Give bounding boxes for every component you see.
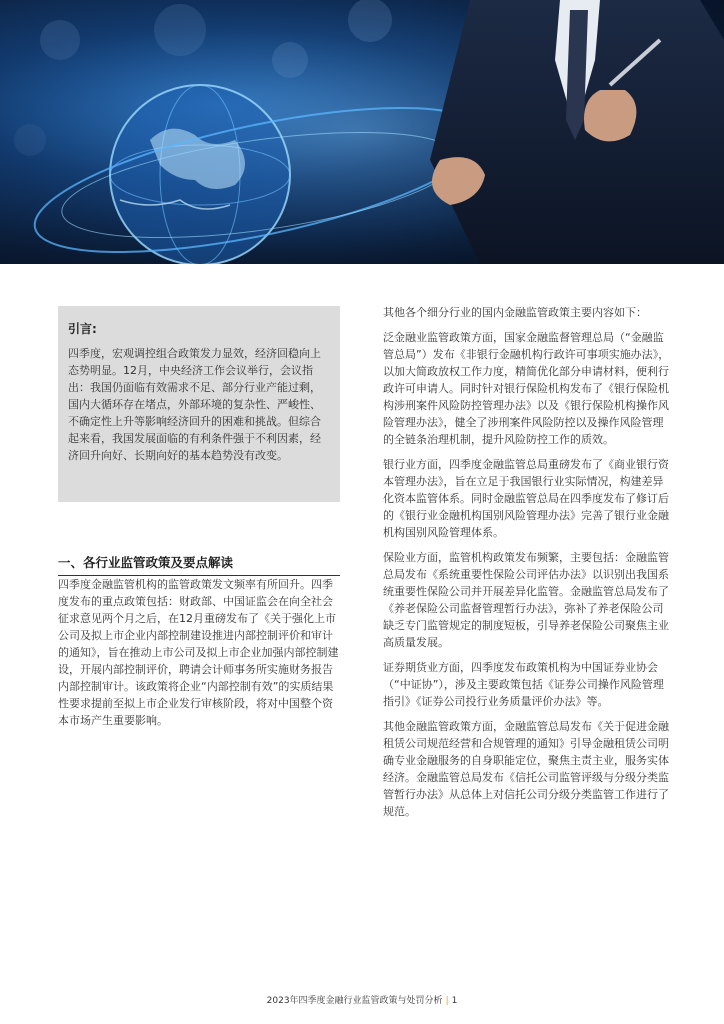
- page-footer: [0, 993, 724, 1006]
- paragraph-other: 其他金融监管政策方面，金融监管总局发布《关于促进金融租赁公司规范经营和合规管理的通知》引导金融租赁公司明确专业金融服务的自身职能定位，聚焦主责主业，服务实体经济。金融监管总局发布《信托公司监管评级与分级分类监管暂行办法》从总体上对信托公司分级分类监管工作进行了规范。: [383, 720, 669, 818]
- paragraph-insurance: 保险业方面，监管机构政策发布频繁，主要包括：金融监管总局发布《系统重要性保险公司评估办法》以识别出我国系统重要性保险公司并开展差异化监管。金融监管总局发布了《养老保险公司监督管理暂行办法》，弥补了养老保险公司缺乏专门监管规定的制度短板，引导养老保险公司聚焦主业高质量发展。: [383, 551, 669, 649]
- left-column: [58, 576, 340, 737]
- right-column: [383, 304, 671, 828]
- intro-text: 四季度，宏观调控组合政策发力显效，经济回稳向上态势明显。12月，中央经济工作会议举行，会议指出：我国仍面临有效需求不足、部分行业产能过剩，国内大循环存在堵点，外部环境的复杂性、严峻性、不确定性上升等影响经济回升的困难和挑战。但综合起来看，我国发展面临的有利条件强于不利因素，经济回升向好、长期向好的基本趋势没有改变。: [68, 347, 321, 462]
- section-body: 四季度金融监管机构的监管政策发文频率有所回升。四季度发布的重点政策包括：财政部、中国证监会在向全社会征求意见两个月之后，在12月重磅发布了《关于强化上市公司及拟上市企业内部控制建设推进内部控制评价和审计的通知》，旨在推动上市公司及拟上市企业加强内部控制建设，开展内部控制评价，聘请会计师事务所实施财务报告内部控制审计。该政策将企业“内部控制有效”的实质结果性要求提前至拟上市企业发行审核阶段，将对中国整个资本市场产生重要影响。: [58, 578, 339, 727]
- paragraph-general: 泛金融业监管政策方面，国家金融监督管理总局（“金融监管总局”）发布《非银行金融机构行政许可事项实施办法》，以加大简政放权工作力度，精简优化部分申请材料，便利行政许可申请人。同时针对银行保险机构发布了《银行保险机构涉刑案件风险防控管理办法》以及《银行保险机构操作风险管理办法》，健全了涉刑案件风险防控以及操作风险管理的全链条治理机制，提升风险防控工作的质效。: [383, 331, 670, 446]
- right-intro: 其他各个细分行业的国内金融监管政策主要内容如下：: [383, 306, 647, 319]
- footer-separator: |: [445, 996, 449, 1006]
- footer-title: 2023年四季度金融行业监管政策与处罚分析: [266, 996, 443, 1006]
- paragraph-banking: 银行业方面，四季度金融监管总局重磅发布了《商业银行资本管理办法》，旨在立足于我国银行业实际情况，构建差异化资本监管体系。同时金融监管总局在四季度发布了修订后的《银行业金融机构国别风险管理办法》完善了银行业金融机构国别风险管理体系。: [383, 458, 669, 539]
- section-title: 一、各行业监管政策及要点解读: [58, 553, 340, 576]
- intro-title: 引言:: [68, 322, 97, 336]
- page-number: 1: [451, 996, 458, 1006]
- intro-box: [58, 306, 340, 502]
- paragraph-securities: 证券期货业方面，四季度发布政策机构为中国证券业协会（“中证协”），涉及主要政策包括《证券公司操作风险管理指引》《证券公司投行业务质量评价办法》等。: [383, 661, 664, 708]
- globe-business-image-icon: [0, 0, 724, 264]
- hero-image: [0, 0, 724, 264]
